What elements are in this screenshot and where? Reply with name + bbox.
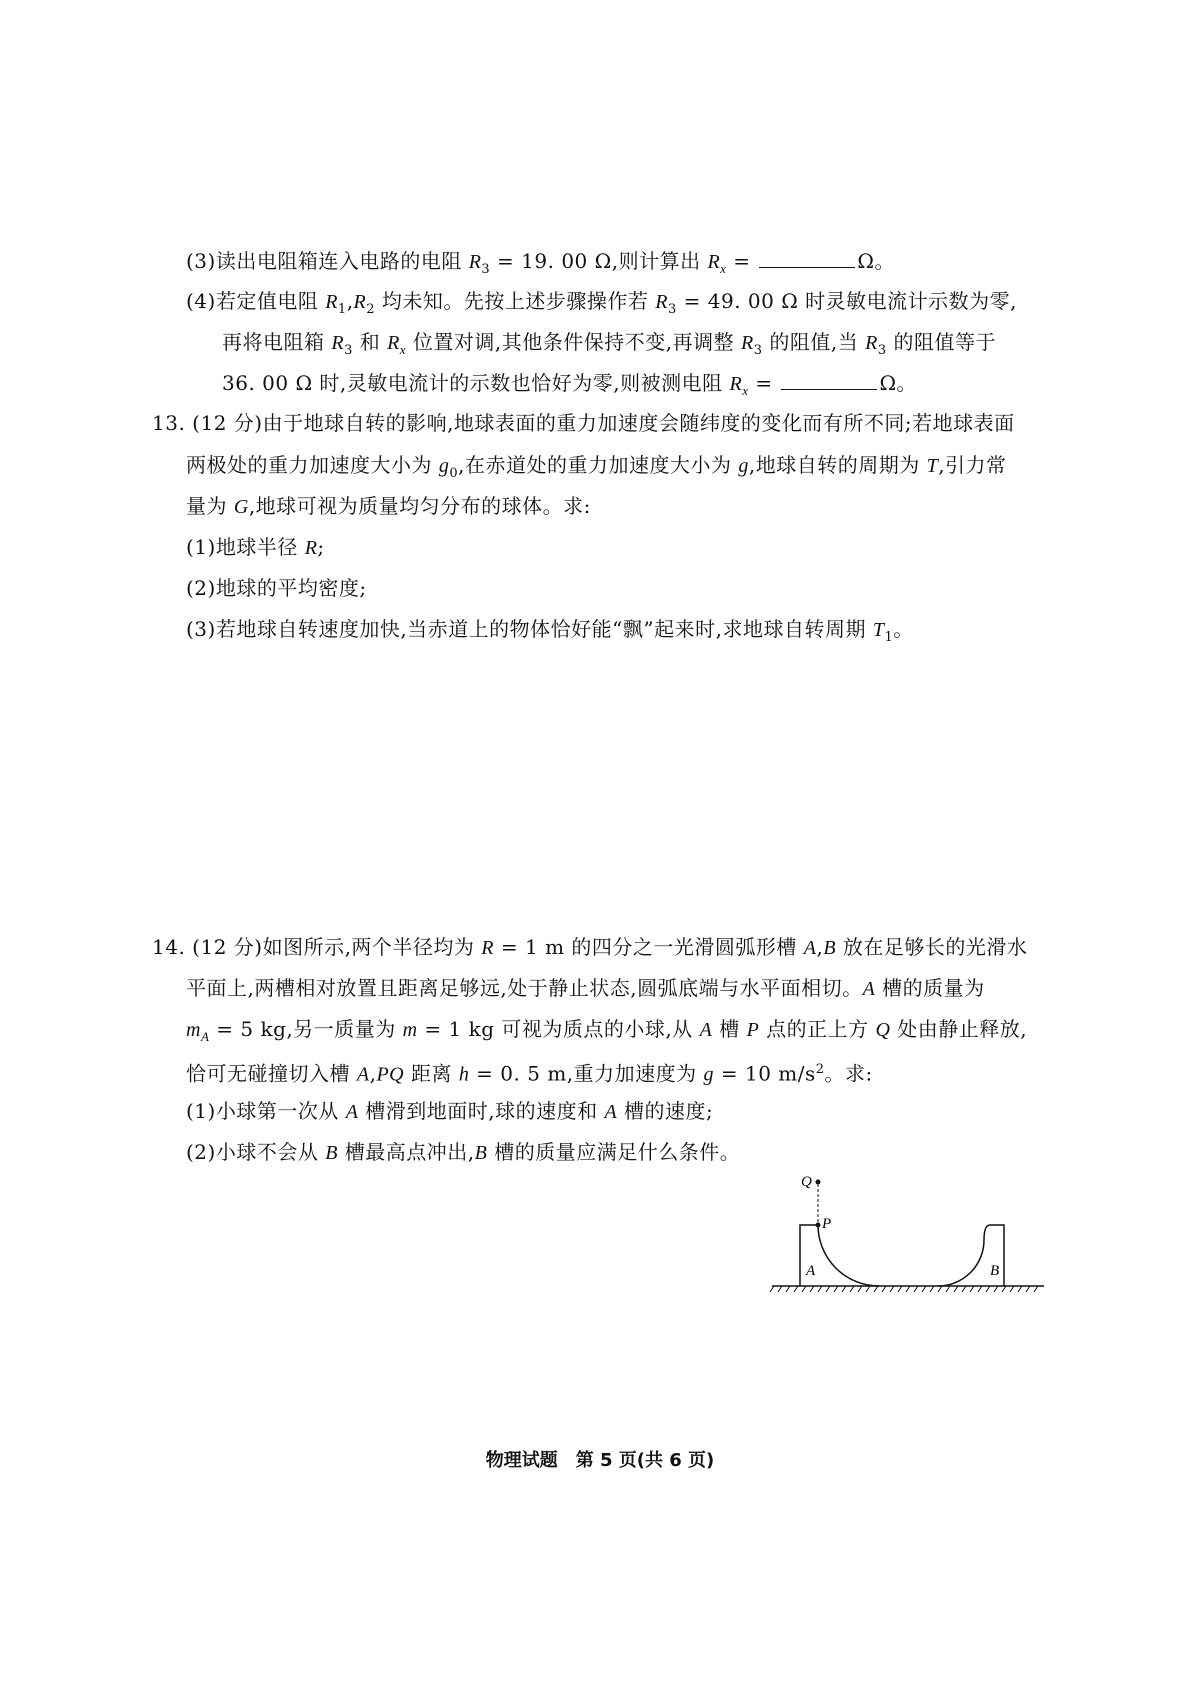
page-footer: 物理试题 第 5 页(共 6 页): [485, 1450, 715, 1471]
q14-line4: 恰可无碰撞切入槽 A,PQ 距离 h = 0. 5 m,重力加速度为 g = 10 $m/s^2$。求:: [186, 1061, 873, 1086]
label-p: P: [822, 1216, 832, 1232]
q13-line1: 13. (12 分)由于地球自转的影响,地球表面的重力加速度会随纬度的变化而有所不同;若地球表面: [152, 411, 1015, 435]
q14-line3: $m_A = 5$ kg,另一质量为 m = 1 kg 可视为质点的小球,从 A 槽 P 点的正上方 Q 处由静止释放,: [186, 1017, 1028, 1044]
q13-part1: (1)地球半径 R;: [186, 535, 325, 559]
ground-hatching: [770, 1286, 1038, 1292]
q14-line1: 14. (12 分)如图所示,两个半径均为 R = 1 m 的四分之一光滑圆弧形槽 A,B 放在足够长的光滑水: [152, 935, 1028, 959]
q14-line2: 平面上,两槽相对放置且距离足够远,处于静止状态,圆弧底端与水平面相切。A 槽的质量为: [186, 976, 985, 1000]
point-q: [816, 1180, 821, 1185]
point-p: [816, 1223, 821, 1228]
q13-line2: 两极处的重力加速度大小为 $g_0$,在赤道处的重力加速度大小为 g,地球自转的周期为 T,引力常: [186, 453, 1007, 481]
q12-part4-line3: 36. 00 Ω 时,灵敏电流计的示数也恰好为零,则被测电阻 $R_x = \Omega$。: [222, 371, 918, 398]
q14-part1: (1)小球第一次从 A 槽滑到地面时,球的速度和 A 槽的速度;: [186, 1099, 714, 1123]
q14-part2: (2)小球不会从 B 槽最高点冲出,B 槽的质量应满足什么条件。: [186, 1140, 741, 1164]
q13-line3: 量为 G,地球可视为质量均匀分布的球体。求:: [186, 494, 591, 518]
answer-blank: [781, 371, 877, 390]
label-a: A: [806, 1263, 816, 1279]
q12-part3: (3)读出电阻箱连入电路的电阻 $R_3 = 19$. 00 Ω,则计算出 $R_x = \Omega$。: [186, 249, 896, 277]
label-b: B: [990, 1263, 1000, 1279]
answer-blank: [759, 249, 855, 268]
arc-grooves-diagram: [768, 1170, 1048, 1300]
q13-part3: (3)若地球自转速度加快,当赤道上的物体恰好能“飘”起来时,求地球自转周期 $T_1$。: [186, 617, 914, 645]
q12-part4-line2: 再将电阻箱 $R_3$ 和 $R_x$ 位置对调,其他条件保持不变,再调整 $R_3$ 的阻值,当 $R_3$ 的阻值等于: [222, 330, 996, 358]
q12-part4-line1: (4)若定值电阻 $R_1,R_2$ 均未知。先按上述步骤操作若 $R_3 = 49$. 00 Ω 时灵敏电流计示数为零,: [186, 289, 1018, 317]
label-q: Q: [801, 1174, 812, 1190]
q13-part2: (2)地球的平均密度;: [186, 576, 367, 600]
